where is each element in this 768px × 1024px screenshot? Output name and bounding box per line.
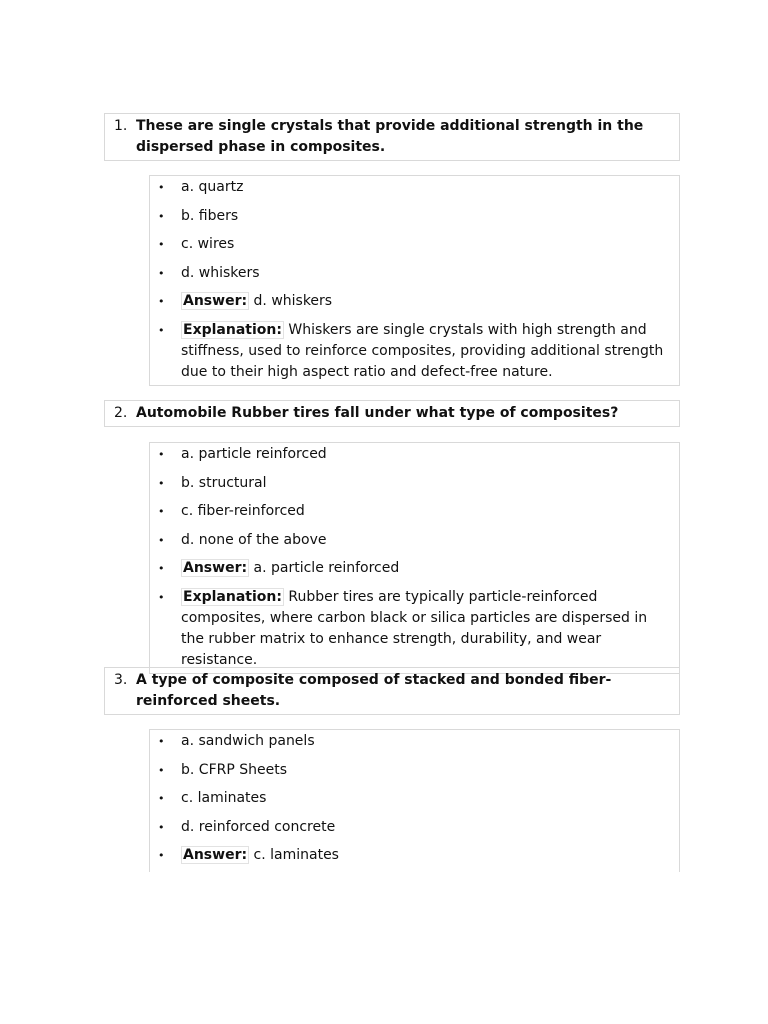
explanation-item: [150, 587, 671, 671]
option-item: [150, 530, 671, 551]
option-text: c. fiber-reinforced: [181, 503, 305, 520]
bullet-icon: •: [158, 448, 165, 461]
option-item: [150, 444, 671, 465]
question-number: 3.: [114, 672, 128, 688]
option-text: c. wires: [181, 236, 235, 253]
bullet-icon: •: [158, 792, 165, 806]
option-item: [150, 788, 671, 809]
option-text: a. particle reinforced: [181, 446, 327, 462]
question-3-options: [149, 729, 680, 872]
question-number: 1.: [114, 118, 128, 134]
question-1-options: [149, 175, 680, 386]
bullet-icon: •: [158, 323, 165, 337]
bullet-icon: •: [158, 533, 165, 547]
answer-text: a. particle reinforced: [253, 560, 400, 577]
option-text: d. none of the above: [181, 531, 327, 548]
question-text: A type of composite composed of stacked and bonded fiber-reinforced sheets.: [136, 672, 612, 709]
option-text: b. CFRP Sheets: [181, 761, 288, 778]
option-item: [150, 206, 671, 227]
bullet-icon: •: [158, 562, 165, 576]
option-item: [150, 473, 671, 494]
explanation-item: [150, 320, 671, 383]
bullet-icon: •: [158, 820, 165, 834]
question-1: [104, 113, 680, 161]
option-item: [150, 234, 671, 255]
option-text: a. sandwich panels: [181, 733, 315, 749]
question-text: Automobile Rubber tires fall under what type of composites?: [136, 405, 619, 421]
bullet-icon: •: [158, 181, 165, 194]
question-2-options: [149, 442, 680, 674]
explanation-text: Whiskers are single crystals with high strength and stiffness, used to reinforce composites, providing additional strength due to their high aspect ratio and defect-free nature.: [181, 321, 664, 380]
bullet-icon: •: [158, 763, 165, 777]
explanation-label: Explanation:: [183, 321, 282, 338]
bullet-icon: •: [158, 295, 165, 309]
explanation-label: Explanation:: [183, 588, 282, 605]
answer-text: d. whiskers: [253, 293, 333, 310]
answer-label: Answer:: [183, 560, 248, 577]
option-text: c. laminates: [181, 790, 267, 807]
option-item: [150, 731, 671, 752]
answer-item: [150, 845, 671, 866]
bullet-icon: •: [158, 849, 165, 863]
explanation-text: Rubber tires are typically particle-reinforced composites, where carbon black or silica particles are dispersed in the rubber matrix to enhance strength, durability, and wear resistance.: [181, 588, 648, 668]
bullet-icon: •: [158, 238, 165, 252]
bullet-icon: •: [158, 476, 165, 490]
option-text: a. quartz: [181, 179, 244, 195]
bullet-icon: •: [158, 590, 165, 604]
question-3: [104, 667, 680, 715]
bullet-icon: •: [158, 735, 165, 748]
bullet-icon: •: [158, 209, 165, 223]
answer-label: Answer:: [183, 293, 248, 310]
option-text: d. reinforced concrete: [181, 818, 336, 835]
option-item: [150, 263, 671, 284]
option-item: [150, 817, 671, 838]
option-item: [150, 501, 671, 522]
bullet-icon: •: [158, 505, 165, 519]
bullet-icon: •: [158, 266, 165, 280]
answer-item: [150, 291, 671, 312]
question-2: [104, 400, 680, 427]
answer-text: c. laminates: [253, 847, 339, 864]
question-number: 2.: [114, 405, 128, 421]
option-text: d. whiskers: [181, 264, 260, 281]
option-text: b. structural: [181, 474, 267, 491]
answer-label: Answer:: [183, 847, 248, 864]
question-text: These are single crystals that provide additional strength in the dispersed phase in composites.: [136, 118, 644, 155]
option-item: [150, 177, 671, 198]
answer-item: [150, 558, 671, 579]
option-item: [150, 760, 671, 781]
option-text: b. fibers: [181, 207, 239, 224]
